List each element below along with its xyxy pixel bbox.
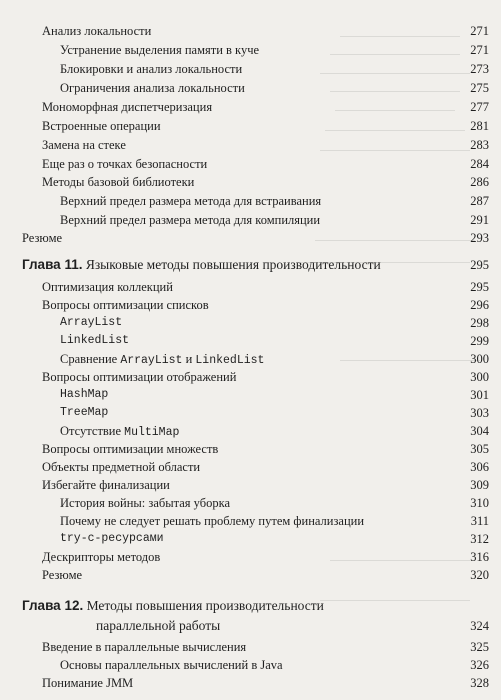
toc-entry[interactable] xyxy=(0,440,501,458)
toc-entry-page: 295 xyxy=(470,280,489,294)
toc-entry[interactable] xyxy=(0,548,501,566)
toc-entry-code: MultiMap xyxy=(124,426,180,439)
toc-entry-title: Мономорфная диспетчеризация xyxy=(42,100,213,114)
toc-entry-page: 284 xyxy=(470,157,489,171)
toc-entry-page: 300 xyxy=(470,370,489,384)
toc-entry[interactable] xyxy=(0,332,501,350)
toc-entry-page: 296 xyxy=(470,298,489,312)
toc-entry-page: 305 xyxy=(470,442,489,456)
toc-entry-title: Почему не следует решать проблему путем финализации xyxy=(60,514,365,528)
toc-entry-text: Основы параллельных вычислений в xyxy=(60,658,261,672)
toc-entry-page: 304 xyxy=(470,424,489,438)
toc-entry-page: 287 xyxy=(470,194,489,208)
toc-entry[interactable] xyxy=(0,656,501,674)
toc-entry[interactable] xyxy=(0,79,501,97)
toc-entry[interactable] xyxy=(0,458,501,476)
toc-entry-page: 291 xyxy=(470,213,489,227)
toc-entry-title: Оптимизация коллекций xyxy=(42,280,173,294)
toc-entry-page: 328 xyxy=(470,676,489,690)
toc-entry-page: 300 xyxy=(470,352,489,366)
toc-entry-title: Устранение выделения памяти в куче xyxy=(60,43,260,57)
toc-entry[interactable] xyxy=(0,512,501,530)
toc-entry-title: Еще раз о точках безопасности xyxy=(42,157,208,171)
toc-entry[interactable] xyxy=(0,494,501,512)
toc-entry-title: Вопросы оптимизации отображений xyxy=(42,370,237,384)
toc-entry[interactable] xyxy=(0,155,501,173)
toc-entry-title: TreeMap xyxy=(60,406,109,419)
toc-entry[interactable] xyxy=(0,350,501,368)
toc-entry-page: 286 xyxy=(470,175,489,189)
toc-entry-title: Введение в параллельные вычисления xyxy=(42,640,247,654)
chapter-name: Методы повышения производительности xyxy=(86,598,324,613)
toc-entry-title xyxy=(60,350,264,370)
toc-entry-title: Методы базовой библиотеки xyxy=(42,175,195,189)
toc-entry[interactable] xyxy=(0,278,501,296)
chapter-name-continued: параллельной работы xyxy=(96,618,221,633)
chapter-title xyxy=(22,597,324,615)
toc-entry[interactable] xyxy=(0,638,501,656)
chapter-number: Глава 11. xyxy=(22,257,83,272)
toc-entry-page: 326 xyxy=(470,658,489,672)
toc-entry-page: 283 xyxy=(470,138,489,152)
toc-entry-page: 299 xyxy=(470,334,489,348)
toc-entry[interactable] xyxy=(0,229,501,247)
toc-entry-page: 325 xyxy=(470,640,489,654)
toc-entry-title: Верхний предел размера метода для компиляции xyxy=(60,213,321,227)
toc-entry[interactable] xyxy=(0,41,501,59)
toc-entry-title: LinkedList xyxy=(60,334,130,347)
toc-entry-title: Резюме xyxy=(42,568,83,582)
toc-entry[interactable] xyxy=(0,192,501,210)
toc-entry[interactable] xyxy=(0,211,501,229)
toc-entry[interactable] xyxy=(0,530,501,548)
toc-entry-text: Отсутствие xyxy=(60,424,125,438)
toc-entry-page: 309 xyxy=(470,478,489,492)
toc-entry-page: 312 xyxy=(470,532,489,546)
toc-entry-page: 281 xyxy=(470,119,489,133)
toc-entry[interactable] xyxy=(0,476,501,494)
toc-entry[interactable] xyxy=(0,117,501,135)
toc-entry-title: Резюме xyxy=(22,231,63,245)
toc-entry-page: 277 xyxy=(470,100,489,114)
toc-entry-page: 311 xyxy=(470,514,489,528)
toc-entry-title: Блокировки и анализ локальности xyxy=(60,62,243,76)
toc-entry-title: ArrayList xyxy=(60,316,123,329)
toc-entry[interactable] xyxy=(0,60,501,78)
toc-entry[interactable] xyxy=(0,296,501,314)
toc-entry[interactable] xyxy=(0,136,501,154)
toc-entry-text: Сравнение xyxy=(60,352,121,366)
toc-entry-page: 275 xyxy=(470,81,489,95)
toc-entry-page: 310 xyxy=(470,496,489,510)
toc-entry-title: Анализ локальности xyxy=(42,24,152,38)
toc-entry-title: Встроенные операции xyxy=(42,119,161,133)
toc-entry-page: 271 xyxy=(470,43,489,57)
toc-entry[interactable] xyxy=(0,566,501,584)
toc-entry-page: 324 xyxy=(470,619,489,633)
toc-entry-page: 306 xyxy=(470,460,489,474)
toc-entry-code: LinkedList xyxy=(195,354,265,367)
toc-entry[interactable] xyxy=(0,98,501,116)
toc-entry[interactable] xyxy=(0,404,501,422)
toc-entry-page: 298 xyxy=(470,316,489,330)
toc-entry[interactable] xyxy=(0,314,501,332)
toc-entry-title: Понимание JMM xyxy=(42,676,134,690)
toc-entry-title: Верхний предел размера метода для встраивания xyxy=(60,194,322,208)
toc-entry-text: и xyxy=(182,352,196,366)
toc-entry-title xyxy=(60,422,179,442)
chapter-number: Глава 12. xyxy=(22,598,84,613)
chapter-title xyxy=(22,256,381,274)
toc-entry-page: 295 xyxy=(470,258,489,272)
toc-entry-title: HashMap xyxy=(60,388,109,401)
toc-entry[interactable] xyxy=(0,173,501,191)
toc-entry[interactable] xyxy=(0,674,501,692)
toc-entry-code: ArrayList xyxy=(120,354,183,367)
toc-entry-title: Дескрипторы методов xyxy=(42,550,161,564)
toc-entry-page: 271 xyxy=(470,24,489,38)
toc-entry[interactable] xyxy=(0,22,501,40)
toc-entry-page: 293 xyxy=(470,231,489,245)
toc-entry-title: История войны: забытая уборка xyxy=(60,496,231,510)
toc-entry-page: 273 xyxy=(470,62,489,76)
toc-entry[interactable] xyxy=(0,368,501,386)
toc-entry-page: 316 xyxy=(470,550,489,564)
chapter-name: Языковые методы повышения производительности xyxy=(85,257,381,272)
toc-entry-title: Объекты предметной области xyxy=(42,460,201,474)
toc-entry-page: 301 xyxy=(470,388,489,402)
toc-entry-title: Ограничения анализа локальности xyxy=(60,81,245,95)
toc-entry-text: Java xyxy=(260,658,283,672)
toc-entry-title xyxy=(60,656,283,674)
toc-entry-page: 303 xyxy=(470,406,489,420)
toc-entry-page: 320 xyxy=(470,568,489,582)
toc-entry-title: Избегайте финализации xyxy=(42,478,170,492)
toc-entry-title: try-с-ресурсами xyxy=(60,532,164,545)
toc-entry[interactable] xyxy=(0,422,501,440)
toc-entry-title: Вопросы оптимизации множеств xyxy=(42,442,219,456)
toc-entry-title: Замена на стеке xyxy=(42,138,126,152)
toc-entry[interactable] xyxy=(0,386,501,404)
toc-entry-title: Вопросы оптимизации списков xyxy=(42,298,209,312)
